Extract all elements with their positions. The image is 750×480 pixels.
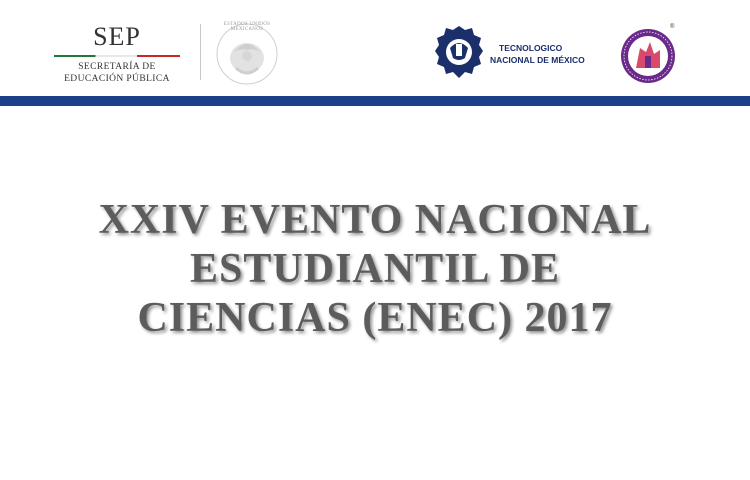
sep-logo xyxy=(52,22,192,84)
sep-name-line1: SECRETARÍA DE xyxy=(78,62,156,72)
sep-name-line2: EDUCACIÓN PÚBLICA xyxy=(64,74,170,84)
event-title-line1: XXIV EVENTO NACIONAL xyxy=(98,197,652,243)
event-title-line2: ESTUDIANTIL DE xyxy=(190,246,560,292)
header xyxy=(0,0,750,96)
tecnm-name-line2: NACIONAL DE MÉXICO xyxy=(490,55,585,65)
event-title xyxy=(60,196,690,343)
tecnm-logo xyxy=(434,24,584,84)
event-title-line3: CIENCIAS (ENEC) 2017 xyxy=(137,295,613,341)
institute-logo-icon xyxy=(618,26,678,86)
tecnm-gear-icon xyxy=(434,24,484,84)
sep-acronym: SEP xyxy=(93,22,141,51)
tecnm-name-line1: TECNOLOGICO xyxy=(499,43,563,53)
registered-mark: ® xyxy=(670,24,675,30)
national-seal-icon xyxy=(212,18,282,88)
logo-divider xyxy=(200,24,201,80)
seal-text: ESTADOS UNIDOS MEXICANOS xyxy=(223,22,271,32)
sep-tricolor-line xyxy=(54,55,180,57)
header-blue-bar xyxy=(0,96,750,106)
